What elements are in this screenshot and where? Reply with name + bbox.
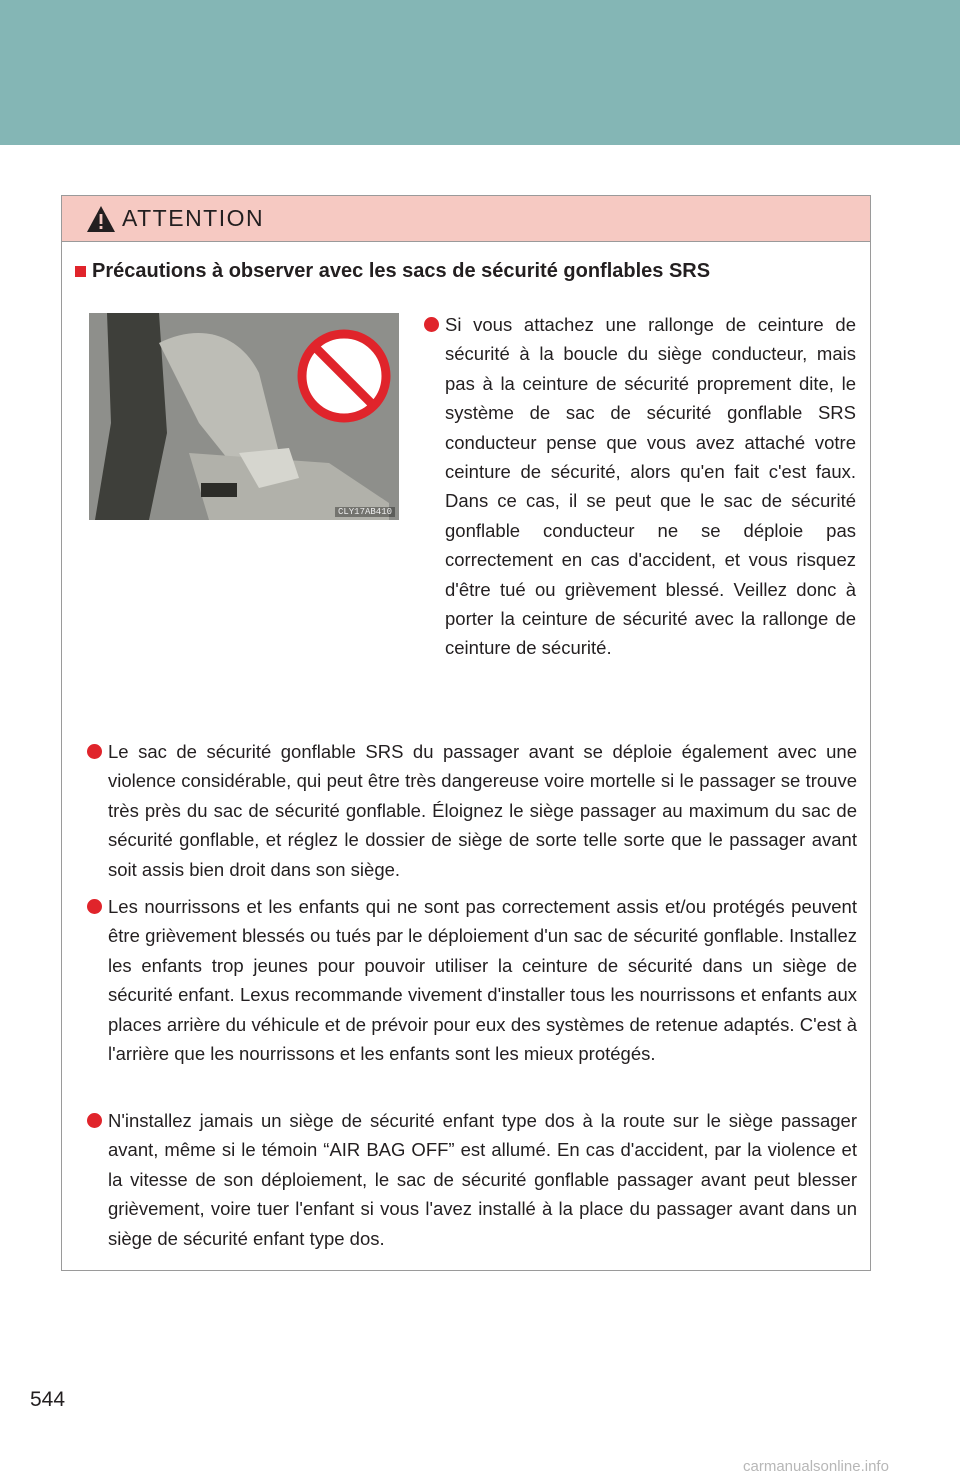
bullet-dot xyxy=(87,899,102,914)
top-color-band xyxy=(0,0,960,145)
page-number: 544 xyxy=(30,1388,66,1411)
watermark: carmanualsonline.info xyxy=(743,1458,889,1475)
bullet-text: Le sac de sécurité gonflable SRS du passager avant se déploie également avec une violence considérable, qui peut être très dangereuse voire mortelle si le passager se trouve très près du sac de sécurité gonflable. Éloignez le siège passager au maximum du sac de sécurité gonflable, et réglez le dossier de siège de sorte telle sorte que le passager avant soit assis bien droit dans son siège. xyxy=(108,741,857,880)
bullet-item xyxy=(424,310,856,663)
bullet-text: Les nourrissons et les enfants qui ne sont pas correctement assis et/ou protégés peuvent être grièvement blessés ou tués par le déploiement d'un sac de sécurité gonflable. Installez les enfants trop jeunes pour pouvoir utiliser la ceinture de sécurité dans un siège de sécurité enfant. Lexus recommande vivement d'installer tous les nourrissons et enfants aux places arrière du véhicule et de prévoir pour eux des systèmes de retenue adaptés. C'est à l'arrière que les nourrissons et les enfants sont les mieux protégés. xyxy=(108,896,857,1065)
bullet-dot xyxy=(424,317,439,332)
warning-triangle-icon xyxy=(86,205,116,233)
warning-box xyxy=(61,195,871,1271)
warning-title: ATTENTION xyxy=(122,205,265,231)
red-square-marker xyxy=(75,266,86,277)
bullet-text: Si vous attachez une rallonge de ceinture de sécurité à la boucle du siège conducteur, mais pas à la ceinture de sécurité proprement dite, le système de sac de sécurité gonflable SRS conducteur pense que vous avez attaché votre ceinture de sécurité, alors qu'en fait c'est faux. Dans ce cas, il se peut que le sac de sécurité gonflable conducteur ne se déploie pas correctement en cas d'accident, et vous risquez d'être tué ou grièvement blessé. Veillez donc à porter la ceinture de sécurité avec la rallonge de ceinture de sécurité. xyxy=(445,314,856,659)
section-title-text: Précautions à observer avec les sacs de sécurité gonflables SRS xyxy=(92,260,711,282)
bullet-item xyxy=(87,737,857,884)
bullet-dot xyxy=(87,744,102,759)
bullet-item xyxy=(87,1106,857,1253)
bullet-dot xyxy=(87,1113,102,1128)
bullet-text: N'installez jamais un siège de sécurité enfant type dos à la route sur le siège passager avant, même si le témoin “AIR BAG OFF” est allumé. En cas d'accident, par la violence et la vitesse de son déploiement, le sac de sécurité gonflable passager avant peut blesser grièvement, voire tuer l'enfant si vous l'avez installé à la place du passager avant dans un siège de sécurité enfant type dos. xyxy=(108,1110,857,1249)
bullet-item xyxy=(87,892,857,1068)
seatbelt-photo xyxy=(89,313,399,520)
photo-code: CLY17AB410 xyxy=(335,507,395,517)
section-heading xyxy=(75,260,710,283)
warning-header xyxy=(62,196,870,242)
